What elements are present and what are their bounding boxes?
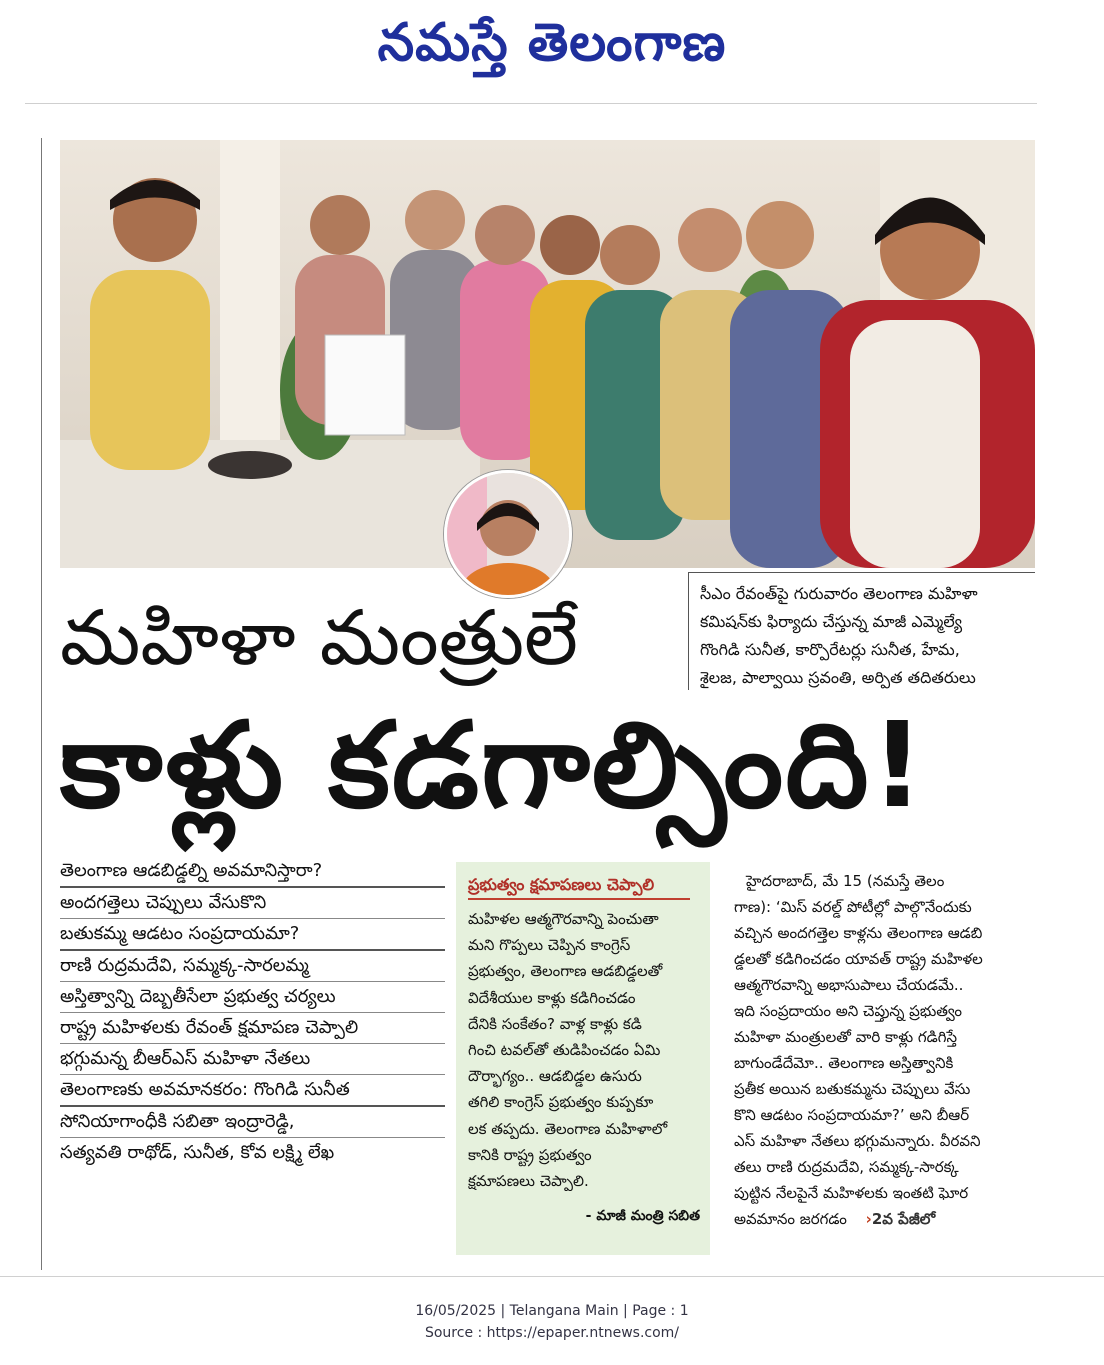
- article-last-line: [734, 1206, 1034, 1232]
- quote-line: దేనికి సంకేతం? వాళ్ల కాళ్లు కడి: [468, 1014, 642, 1033]
- footer-edition-info: 16/05/2025 | Telangana Main | Page : 1: [415, 1303, 689, 1319]
- quote-line: మని గొప్పలు చెప్పిన కాంగ్రెస్: [468, 936, 631, 955]
- highlight-item: అస్తిత్వాన్ని దెబ్బతీసేలా ప్రభుత్వ చర్యలు: [60, 982, 445, 1013]
- newspaper-logo: నమస్తే తెలంగాణ: [377, 12, 727, 73]
- headline-line-1: మహిళా మంత్రులే: [60, 593, 579, 682]
- jump-arrow-icon: ›: [865, 1210, 872, 1228]
- highlight-item: తెలంగాణ ఆడబిడ్డల్ని అవమానిస్తారా?: [60, 856, 445, 888]
- article-line: అవమానం జరగడం: [734, 1210, 847, 1228]
- highlight-item: రాణి రుద్రమదేవి, సమ్మక్క-సారలమ్మ: [60, 951, 445, 982]
- left-margin-rule: [41, 138, 42, 1270]
- continued-page-link[interactable]: 2వ పేజీలో: [871, 1210, 936, 1228]
- quote-line: మహిళల ఆత్మగౌరవాన్ని పెంచుతా: [468, 910, 659, 928]
- article-line: వచ్చిన అందగత్తెల కాళ్లను తెలంగాణ ఆడబి: [734, 924, 983, 942]
- caption-rule: [688, 572, 689, 690]
- photo-caption: [700, 580, 1035, 692]
- quote-box-title: ప్రభుత్వం క్షమాపణలు చెప్పాలి: [468, 875, 655, 894]
- portrait-illustration: [447, 473, 569, 595]
- highlight-list: [60, 856, 445, 1168]
- article-line: బాగుండేదేమో.. తెలంగాణ అస్తిత్వానికి: [734, 1054, 954, 1072]
- quote-line: ప్రభుత్వం, తెలంగాణ ఆడబిడ్డలతో: [468, 962, 663, 981]
- highlight-item: భగ్గుమన్న బీఆర్ఎస్ మహిళా నేతలు: [60, 1044, 445, 1075]
- article-line: మహిళా మంత్రులతో వారి కాళ్లు గడిగిస్తే: [734, 1028, 958, 1046]
- footer-divider: [0, 1276, 1104, 1277]
- inset-portrait: [444, 470, 572, 598]
- article-line: ఆత్మగౌరవాన్ని అభాసుపాలు చేయడమే..: [734, 976, 964, 994]
- highlight-item: అందగత్తెలు చెప్పులు వేసుకొని: [60, 888, 445, 919]
- article-line: పుట్టిన నేలపైనే మహిళలకు ఇంతటి ఘోర: [734, 1184, 969, 1202]
- article-line: ప్రతీక అయిన బతుకమ్మను చెప్పులు వేసు: [734, 1080, 971, 1098]
- quote-line: దౌర్భాగ్యం.. ఆడబిడ్డల ఉసురు: [468, 1067, 642, 1086]
- quote-line: కానికి రాష్ట్ర ప్రభుత్వం: [468, 1145, 592, 1164]
- highlight-item: రాష్ట్ర మహిళలకు రేవంత్ క్షమాపణ చెప్పాలి: [60, 1013, 445, 1044]
- article-line: ఇది సంప్రదాయం అని చెప్తున్న ప్రభుత్వం: [734, 1002, 963, 1020]
- quote-line: క్షమాపణలు చెప్పాలి.: [468, 1172, 589, 1191]
- highlight-item: బతుకమ్మ ఆడటం సంప్రదాయమా?: [60, 919, 445, 951]
- caption-rule-top: [688, 572, 1035, 573]
- footer-source-link[interactable]: Source : https://epaper.ntnews.com/: [424, 1325, 680, 1341]
- quote-box-body: [468, 906, 706, 1194]
- article-line: తలు రాణి రుద్రమదేవి, సమ్మక్క-సారక్క: [734, 1158, 959, 1176]
- quote-attribution: - మాజీ మంత్రి సబిత: [585, 1208, 700, 1224]
- masthead-divider: [25, 103, 1037, 104]
- article-line: గాణ): ‘మిస్ వరల్డ్ పోటీల్లో పాల్గొనేందుకు: [734, 898, 972, 916]
- article-line: హైదరాబాద్, మే 15 (నమస్తే తెలం: [746, 872, 945, 890]
- caption-line: కమిషన్‌కు ఫిర్యాదు చేస్తున్న మాజీ ఎమ్మెల్యే: [700, 612, 963, 631]
- article-line: కొని ఆడటం సంప్రదాయమా?’ అని బీఆర్: [734, 1106, 970, 1124]
- caption-line: గొంగిడి సునీత, కార్పొరేటర్లు సునీత, హేమ,: [700, 640, 960, 659]
- quote-line: గించి టవల్‌తో తుడిపించడం ఏమి: [468, 1041, 661, 1060]
- caption-line: సీఎం రేవంత్‌పై గురువారం తెలంగాణ మహిళా: [700, 584, 978, 603]
- article-line: ఎస్ మహిళా నేతలు భగ్గుమన్నారు. వీరవని: [734, 1132, 981, 1150]
- quote-line: తగిలి కాంగ్రెస్ ప్రభుత్వం కుప్పకూ: [468, 1093, 654, 1112]
- masthead: [0, 0, 1104, 100]
- highlight-item: సోనియాగాంధీకి సబితా ఇంద్రారెడ్డి,: [60, 1107, 445, 1138]
- quote-box-title-rule: [468, 898, 690, 900]
- caption-line: శైలజ, పాల్వాయి స్రవంతి, అర్పిత తదితరులు: [700, 668, 976, 687]
- page-footer: [0, 1300, 1104, 1344]
- highlight-item: సత్యవతి రాథోడ్, సునీత, కోవ లక్ష్మి లేఖ: [60, 1142, 335, 1163]
- article-body: [734, 868, 1034, 1232]
- quote-line: విదేశీయుల కాళ్లు కడిగించడం: [468, 988, 636, 1007]
- headline-line-2: కాళ్లు కడగాల్సింది!: [60, 696, 927, 834]
- article-line: డ్డలతో కడిగించడం యావత్ రాష్ట్ర మహిళల: [734, 950, 983, 968]
- quote-line: లక తప్పదు. తెలంగాణ మహిళాలో: [468, 1119, 668, 1138]
- highlight-item: తెలంగాణకు అవమానకరం: గొంగిడి సునీత: [60, 1075, 445, 1107]
